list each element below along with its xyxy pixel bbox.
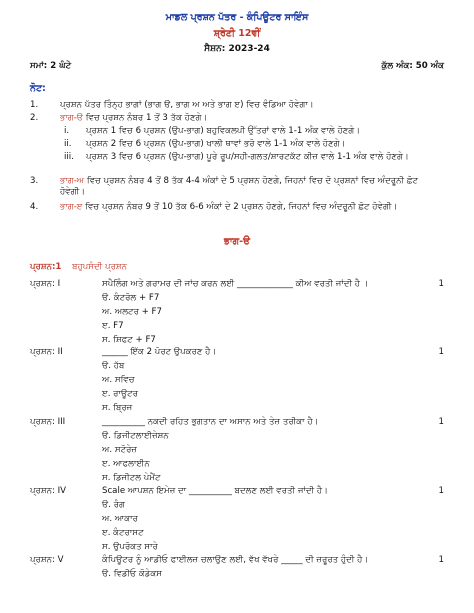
question-mark: 1 xyxy=(438,555,444,565)
question-label: ਪ੍ਰਸ਼ਨ: III xyxy=(30,417,66,427)
option: ਸ. ਸ਼ਿਫਟ + F7 xyxy=(102,335,156,345)
notes-heading: ਨੋਟ: xyxy=(30,83,46,94)
question-text: Scale ਆਪਸ਼ਨ ਇਮੇਜ਼ ਦਾ __________ ਬਦਲਣ ਲਈ ਵਰਤੀ ਜਾਂਦੀ ਹੈ। xyxy=(102,486,328,496)
question-mark: 1 xyxy=(438,347,444,357)
option: ੲ. ਕੰਟਰਾਸਟ xyxy=(102,528,144,538)
question-label: ਪ੍ਰਸ਼ਨ: V xyxy=(30,555,64,565)
question-text: ______ ਇੱਕ 2 ਪੋਰਟ ਉਪਕਰਣ ਹੈ। xyxy=(102,347,217,357)
question-mark: 1 xyxy=(438,417,444,427)
note-number: 3. xyxy=(30,176,39,186)
note-subnumber: ii. xyxy=(64,139,72,149)
note-subnumber: iii. xyxy=(64,152,74,162)
question-block xyxy=(30,347,444,411)
part-label: ਭਾਗ-ੳ xyxy=(60,113,84,123)
option: ੲ. ਰਾਊਟਰ xyxy=(102,389,139,399)
question-label: ਪ੍ਰਸ਼ਨ: IV xyxy=(30,486,67,496)
question-text: __________ ਨਕਦੀ ਰਹਿਤ ਭੁਗਤਾਨ ਦਾ ਅਸਾਨ ਅਤੇ ਤੇਜ਼ ਤਰੀਕਾ ਹੈ। xyxy=(102,417,319,427)
note-text: ਪ੍ਰਸ਼ਨ 1 ਵਿਚ 6 ਪ੍ਰਸ਼ਨ (ਉਪ-ਭਾਗ) ਬਹੁਵਿਕਲਪੀ ਉੱਤਰਾਂ ਵਾਲੇ 1-1 ਅੰਕ ਵਾਲੇ ਹੋਣਗੇ। xyxy=(86,126,361,136)
option: ੳ. ਰੰਗ xyxy=(102,500,126,510)
option: ਸ. ਉਪਰੋਕਤ ਸਾਰੇ xyxy=(102,542,158,552)
question-1-label: ਪ੍ਰਸ਼ਨ:1 xyxy=(30,262,62,272)
option: ਅ. ਅਲਟਰ + F7 xyxy=(102,307,162,317)
note-number: 1. xyxy=(30,100,39,110)
note-text: ਵਿਚ ਪ੍ਰਸ਼ਨ ਨੰਬਰ 9 ਤੋਂ 10 ਤੱਕ 6-6 ਅੰਕਾਂ ਦੇ 2 ਪ੍ਰਸ਼ਨ ਹੋਣਗੇ, ਜਿਹਨਾਂ ਵਿਚ ਅੰਦਰੂਨੀ ਛੋਟ ਹੋਵੇਗੀ। xyxy=(82,202,398,212)
note-subnumber: i. xyxy=(64,126,70,136)
option: ੲ. ਆਫਲਾਈਨ xyxy=(102,459,150,469)
option: ੳ. ਡਿਜੀਟਲਾਈਜ਼ੇਸ਼ਨ xyxy=(102,431,169,441)
class-label: ਸ਼੍ਰੇਣੀ 12ਵੀਂ xyxy=(213,28,261,39)
option: ੳ. ਕੰਟਰੋਲ + F7 xyxy=(102,293,160,303)
question-1-title: ਬਹੁਪਸੰਦੀ ਪ੍ਰਸ਼ਨ xyxy=(72,262,128,272)
note-text: ਪ੍ਰਸ਼ਨ 3 ਵਿਚ 6 ਪ੍ਰਸ਼ਨ (ਉਪ-ਭਾਗ) ਪੂਰੇ ਰੂਪ/ਸਹੀ-ਗਲਤ/ਸ਼ਾਰਟਕੱਟ ਕੀਜ਼ ਵਾਲੇ 1-1 ਅੰਕ ਵਾਲੇ ਹੋਣਗੇ। xyxy=(86,152,409,162)
session-label: ਸੈਸ਼ਨ: 2023-24 xyxy=(204,44,270,54)
option: ਸ. ਬ੍ਰਿਜ xyxy=(102,403,133,413)
question-block xyxy=(30,486,444,550)
paper-title: ਮਾਡਲ ਪ੍ਰਸ਼ਨ ਪੱਤਰ - ਕੰਪਿਊਟਰ ਸਾਇੰਸ xyxy=(165,12,309,23)
option: ੳ. ਹੱਬ xyxy=(102,361,125,371)
section-title: ਭਾਗ-ੳ xyxy=(224,236,250,247)
part-label: ਭਾਗ-ੲ xyxy=(60,202,83,212)
part-label: ਭਾਗ-ਅ xyxy=(60,176,85,186)
question-block xyxy=(30,279,444,343)
option: ਸ. ਡਿਜੀਟਲ ਪੇਮੈਂਟ xyxy=(102,473,161,483)
option: ਅ. ਆਕਾਰ xyxy=(102,514,138,524)
note-text: ਵਿਚ ਪ੍ਰਸ਼ਨ ਨੰਬਰ 1 ਤੋਂ 3 ਤੱਕ ਹੋਣਗੇ। xyxy=(83,113,208,123)
total-marks-label: ਕੁੱਲ ਅੰਕ: 50 ਅੰਕ xyxy=(381,61,444,71)
question-block xyxy=(30,555,444,585)
question-block xyxy=(30,417,444,481)
option: ੲ. F7 xyxy=(102,321,124,331)
option: ਅ. ਸਵਿਚ xyxy=(102,375,135,385)
question-text: ਕੰਪਿਊਟਰ ਨੂੰ ਆਡੀਓ ਫਾਈਲਜ਼ ਚਲਾਉਣ ਲਈ, ਵੱਖ ਵੱਖਰੇ _____ ਦੀ ਜ਼ਰੂਰਤ ਹੁੰਦੀ ਹੈ। xyxy=(102,555,369,565)
option: ੳ. ਵਿਡੀਓ ਕੋਡੇਕਸ xyxy=(102,569,162,579)
question-text: ਸਪੈਲਿੰਗ ਅਤੇ ਗਰਾਮਰ ਦੀ ਜਾਂਚ ਕਰਨ ਲਈ _____________ ਕੀਅ ਵਰਤੀ ਜਾਂਦੀ ਹੈ । xyxy=(102,279,369,289)
question-label: ਪ੍ਰਸ਼ਨ: II xyxy=(30,347,63,357)
note-number: 2. xyxy=(30,113,39,123)
note-text: ਪ੍ਰਸ਼ਨ 2 ਵਿਚ 6 ਪ੍ਰਸ਼ਨ (ਉਪ-ਭਾਗ) ਖਾਲੀ ਥਾਵਾਂ ਭਰੋ ਵਾਲੇ 1-1 ਅੰਕ ਵਾਲੇ ਹੋਣਗੇ। xyxy=(86,139,346,149)
time-label: ਸਮਾਂ: 2 ਘੰਟੇ xyxy=(30,61,72,71)
question-label: ਪ੍ਰਸ਼ਨ: I xyxy=(30,279,61,289)
note-text: ਵਿਚ ਪ੍ਰਸ਼ਨ ਨੰਬਰ 4 ਤੋਂ 8 ਤੱਕ 4-4 ਅੰਕਾਂ ਦੇ 5 ਪ੍ਰਸ਼ਨ ਹੋਣਗੇ, ਜਿਹਨਾਂ ਵਿਚ ਦੋ ਪ੍ਰਸ਼ਨਾਂ ਵਿਚ ਅੰਦਰੂਨੀ ਛੋਟ ਹੋਵੇਗੀ। xyxy=(60,176,418,197)
note-text: ਪ੍ਰਸ਼ਨ ਪੱਤਰ ਤਿੰਨ੍ਹ ਭਾਗਾਂ (ਭਾਗ ੳ, ਭਾਗ ਅ ਅਤੇ ਭਾਗ ੲ) ਵਿਚ ਵੰਡਿਆ ਹੋਵੇਗਾ। xyxy=(60,100,314,110)
note-number: 4. xyxy=(30,202,39,212)
question-mark: 1 xyxy=(438,486,444,496)
question-mark: 1 xyxy=(438,279,444,289)
question-1-heading xyxy=(30,262,127,273)
option: ਅ. ਸਟੋਰੇਜ਼ xyxy=(102,445,138,455)
